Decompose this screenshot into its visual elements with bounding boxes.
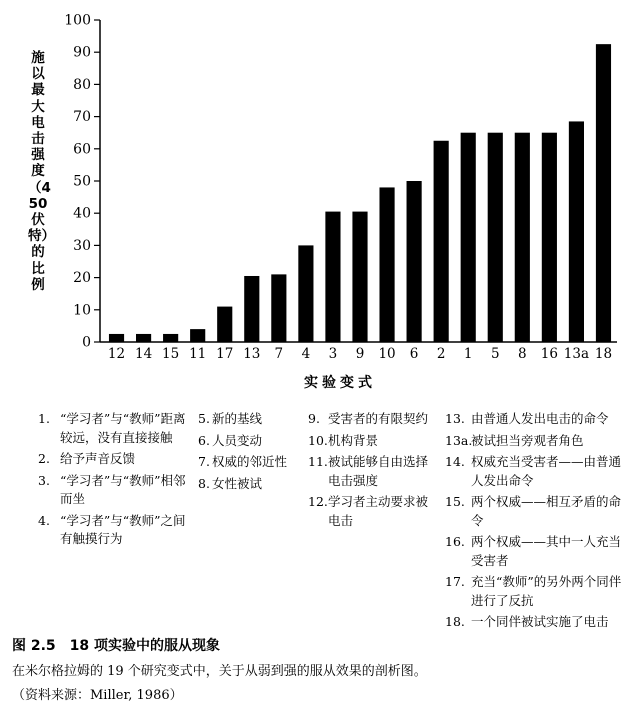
legend-item: 7. 权威的邻近性 — [198, 454, 288, 469]
x-axis-label: 实验变式 — [304, 375, 376, 391]
legend-item: 16. 两个权威——其中一人充当受害者 — [445, 534, 622, 568]
y-tick-label: 10 — [73, 302, 91, 319]
x-tick-label: 13 — [243, 346, 261, 362]
x-tick-label: 10 — [378, 346, 396, 362]
y-tick-label: 80 — [73, 76, 91, 93]
bar-12 — [109, 334, 124, 342]
x-tick-label: 17 — [216, 346, 234, 362]
x-tick-label: 8 — [518, 346, 527, 362]
x-tick-label: 5 — [490, 346, 500, 362]
legend-item: 12. 学习者主动要求被电击 — [308, 494, 429, 528]
bar-13 — [244, 276, 259, 342]
x-tick-label: 7 — [274, 346, 284, 362]
bars — [109, 44, 611, 342]
y-tick-label: 50 — [73, 173, 91, 190]
x-tick-label: 2 — [436, 346, 446, 362]
y-tick-label: 30 — [73, 237, 91, 254]
figure-caption-source: （资料来源：Miller, 1986） — [12, 688, 183, 703]
x-tick-label: 14 — [134, 346, 153, 362]
bar-18 — [596, 44, 611, 342]
x-tick-label: 13a — [563, 346, 590, 362]
legend-item: 18. 一个同伴被试实施了电击 — [445, 614, 609, 629]
legend-item: 15. 两个权威——相互矛盾的命令 — [445, 494, 622, 528]
x-tick-label: 18 — [594, 346, 613, 362]
x-tick-label: 11 — [189, 346, 207, 362]
legend-item: 5. 新的基线 — [198, 411, 263, 426]
legend-column-3 — [308, 410, 440, 533]
bar-17 — [217, 307, 232, 342]
legend-item: 3. “学习者”与“教师”相邻而坐 — [38, 472, 186, 506]
y-tick-label: 60 — [73, 141, 91, 158]
bar-7 — [271, 274, 286, 342]
x-tick-label: 9 — [355, 346, 365, 362]
x-tick-label: 6 — [409, 346, 419, 362]
legend-column-4 — [445, 410, 625, 635]
legend-item: 11. 被试能够自由选择电击强度 — [308, 454, 429, 488]
legend-item: 9. 受害者的有限契约 — [308, 411, 429, 426]
y-tick-label: 70 — [73, 109, 91, 126]
x-tick-label: 4 — [301, 346, 311, 362]
legend-item: 4. “学习者”与“教师”之间有触摸行为 — [38, 512, 186, 546]
legend-item: 1. “学习者”与“教师”距离较远，没有直接接触 — [38, 411, 186, 445]
legend-item: 13. 由普通人发出电击的命令 — [445, 411, 609, 426]
legend-item: 10. 机构背景 — [308, 432, 379, 448]
bar-14 — [136, 334, 151, 342]
x-tick-label: 15 — [162, 346, 180, 362]
bar-8 — [515, 133, 530, 342]
bar-3 — [325, 212, 340, 342]
bar-6 — [407, 181, 422, 342]
x-tick-label: 16 — [540, 346, 558, 362]
y-tick-label: 40 — [73, 205, 91, 222]
bar-9 — [352, 212, 367, 342]
x-tick-label: 12 — [107, 346, 126, 362]
y-tick-label: 100 — [64, 12, 91, 29]
bar-1 — [461, 133, 476, 342]
y-tick-label: 20 — [73, 270, 91, 287]
bar-11 — [190, 329, 205, 342]
x-tick-label: 1 — [463, 346, 473, 362]
bar-13a — [569, 121, 584, 342]
legend-item: 2. 给予声音反馈 — [38, 451, 136, 466]
bar-10 — [379, 187, 394, 342]
legend-item: 14. 权威充当受害者——由普通人发出命令 — [445, 454, 622, 488]
y-axis-label: 施以最大电击强度（450伏特）的比例 — [28, 50, 55, 293]
y-tick-label: 0 — [82, 334, 91, 351]
legend-column-2 — [198, 410, 308, 496]
figure-caption-title: 图 2.5 18 项实验中的服从现象 — [12, 638, 221, 654]
bar-2 — [434, 141, 449, 342]
legend-item: 17. 充当“教师”的另外两个同伴进行了反抗 — [445, 574, 622, 608]
legend-item: 8. 女性被试 — [198, 475, 263, 491]
x-tick-labels — [108, 346, 612, 362]
bar-15 — [163, 334, 178, 342]
legend-column-1 — [38, 410, 196, 552]
legend-item: 6. 人员变动 — [198, 432, 263, 448]
x-tick-label: 3 — [328, 346, 338, 362]
y-axis-ticks — [64, 13, 100, 351]
legend-item: 13a. 被试担当旁观者角色 — [445, 432, 584, 448]
bar-16 — [542, 133, 557, 342]
bar-5 — [488, 133, 503, 342]
y-tick-label: 90 — [73, 44, 91, 61]
figure-caption-description: 在米尔格拉姆的 19 个研究变式中，关于从弱到强的服从效果的剖析图。 — [12, 664, 427, 679]
bar-4 — [298, 245, 313, 342]
